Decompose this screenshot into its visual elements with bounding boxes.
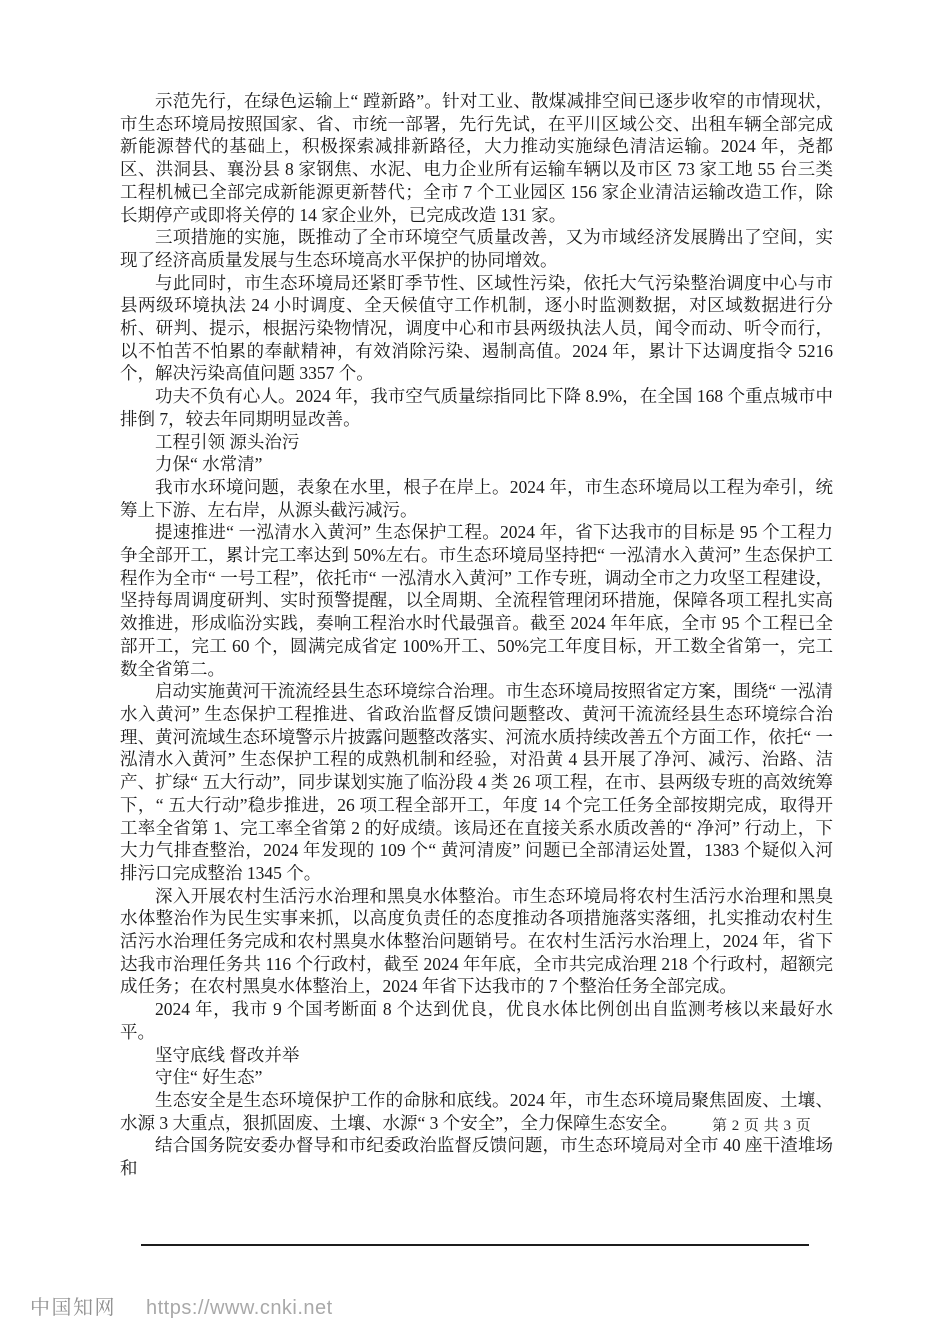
paragraph: 启动实施黄河干流流经县生态环境综合治理。市生态环境局按照省定方案，围绕“ 一泓清水入黄河” 生态保护工程推进、省政治监督反馈问题整改、黄河干流流经县生态环境综合治理、黄河流域生态环境警示片披露问题整改落实、河流水质持续改善五个方面工作，依托“ 一泓清水入黄河” 生态保护工程的成熟机制和经验，对沿黄 4 县开展了净河、减污、治路、洁产、扩绿“ 五大行动”，同步谋划实施了临汾段 4 类 26 项工程，在市、县两级专班的高效统筹下，“ 五大行动”稳步推进，26 项工程全部开工，年度 14 个完工任务全部按期完成，取得开工率全省第 1、完工率全省第 2 的好成绩。该局还在直接关系水质改善的“ 净河” 行动上，下大力气排查整治，2024 年发现的 109 个“ 黄河清废” 问题已全部清运处置，1383 个疑似入河排污口完成整治 1345 个。 <box>120 681 833 883</box>
paragraph: 我市水环境问题，表象在水里，根子在岸上。2024 年，市生态环境局以工程为牵引，统筹上下游、左右岸，从源头截污减污。 <box>120 476 833 520</box>
page-content <box>120 90 833 1180</box>
paragraph: 提速推进“ 一泓清水入黄河” 生态保护工程。2024 年，省下达我市的目标是 95 个工程力争全部开工，累计完工率达到 50%左右。市生态环境局坚持把“ 一泓清水入黄河” 生态保护工程作为全市“ 一号工程”，依托市“ 一泓清水入黄河” 工作专班，调动全市之力攻坚工程建设，坚持每周调度研判、实时预警提醒，以全周期、全流程管理闭环措施，保障各项工程扎实高效推进，形成临汾实践，奏响工程治水时代最强音。截至 2024 年年底，全市 95 个工程已全部开工，完工 60 个，圆满完成省定 100%开工、50%完工年度目标，开工数全省第一，完工数全省第二。 <box>120 522 833 679</box>
paragraph: 与此同时，市生态环境局还紧盯季节性、区域性污染，依托大气污染整治调度中心与市县两级环境执法 24 小时调度、全天候值守工作机制，逐小时监测数据，对区域数据进行分析、研判、提示，根据污染物情况，调度中心和市县两级执法人员，闻令而动、听令而行，以不怕苦不怕累的奉献精神，有效消除污染、遏制高值。2024 年，累计下达调度指令 5216 个，解决污染高值问题 3357 个。 <box>120 272 833 384</box>
section-heading: 坚守底线 督改并举 <box>155 1044 300 1065</box>
footer-divider <box>141 1244 809 1246</box>
paragraph: 三项措施的实施，既推动了全市环境空气质量改善，又为市域经济发展腾出了空间，实现了经济高质量发展与生态环境高水平保护的协同增效。 <box>120 227 833 270</box>
page-number: 第 2 页 共 3 页 <box>712 1118 812 1134</box>
section-heading: 力保“ 水常清” <box>155 454 263 475</box>
paragraph: 2024 年，我市 9 个国考断面 8 个达到优良，优良水体比例创出自监测考核以来最好水平。 <box>120 999 833 1042</box>
cnki-watermark <box>30 1291 333 1320</box>
section-heading: 工程引领 源头治污 <box>155 431 300 452</box>
cnki-url-text: https://www.cnki.net <box>146 1297 333 1319</box>
paragraph: 生态安全是生态环境保护工作的命脉和底线。2024 年，市生态环境局聚焦固废、土壤、水源 3 大重点，狠抓固废、土壤、水源“ 3 个安全”，全力保障生态安全。 <box>120 1089 833 1133</box>
paragraph: 功夫不负有心人。2024 年，我市空气质量综指同比下降 8.9%，在全国 168 个重点城市中排倒 7，较去年同期明显改善。 <box>120 386 833 429</box>
section-heading: 守住“ 好生态” <box>155 1067 263 1088</box>
cnki-brand-label: 中国知网 <box>30 1297 116 1319</box>
paragraph: 深入开展农村生活污水治理和黑臭水体整治。市生态环境局将农村生活污水治理和黑臭水体整治作为民生实事来抓，以高度负责任的态度推动各项措施落实落细，扎实推动农村生活污水治理任务完成和农村黑臭水体整治问题销号。在农村生活污水治理上，2024 年，省下达我市治理任务共 116 个行政村，截至 2024 年年底，全市共完成治理 218 个行政村，超额完成任务；在农村黑臭水体整治上，2024 年省下达我市的 7 个整治任务全部完成。 <box>120 885 833 997</box>
paragraph: 示范先行，在绿色运输上“ 蹚新路”。针对工业、散煤减排空间已逐步收窄的市情现状，市生态环境局按照国家、省、市统一部署，先行先试，在平川区域公交、出租车辆全部完成新能源替代的基础上，积极探索减排新路径，大力推动实施绿色清洁运输。2024 年，尧都区、洪洞县、襄汾县 8 家钢焦、水泥、电力企业所有运输车辆以及市区 73 家工地 55 台三类工程机械已全部完成新能源更新替代；全市 7 个工业园区 156 家企业清洁运输改造工作，除长期停产或即将关停的 14 家企业外，已完成改造 131 家。 <box>120 91 833 225</box>
paragraph: 结合国务院安委办督导和市纪委政治监督反馈问题，市生态环境局对全市 40 座干渣堆场和 <box>120 1135 833 1179</box>
